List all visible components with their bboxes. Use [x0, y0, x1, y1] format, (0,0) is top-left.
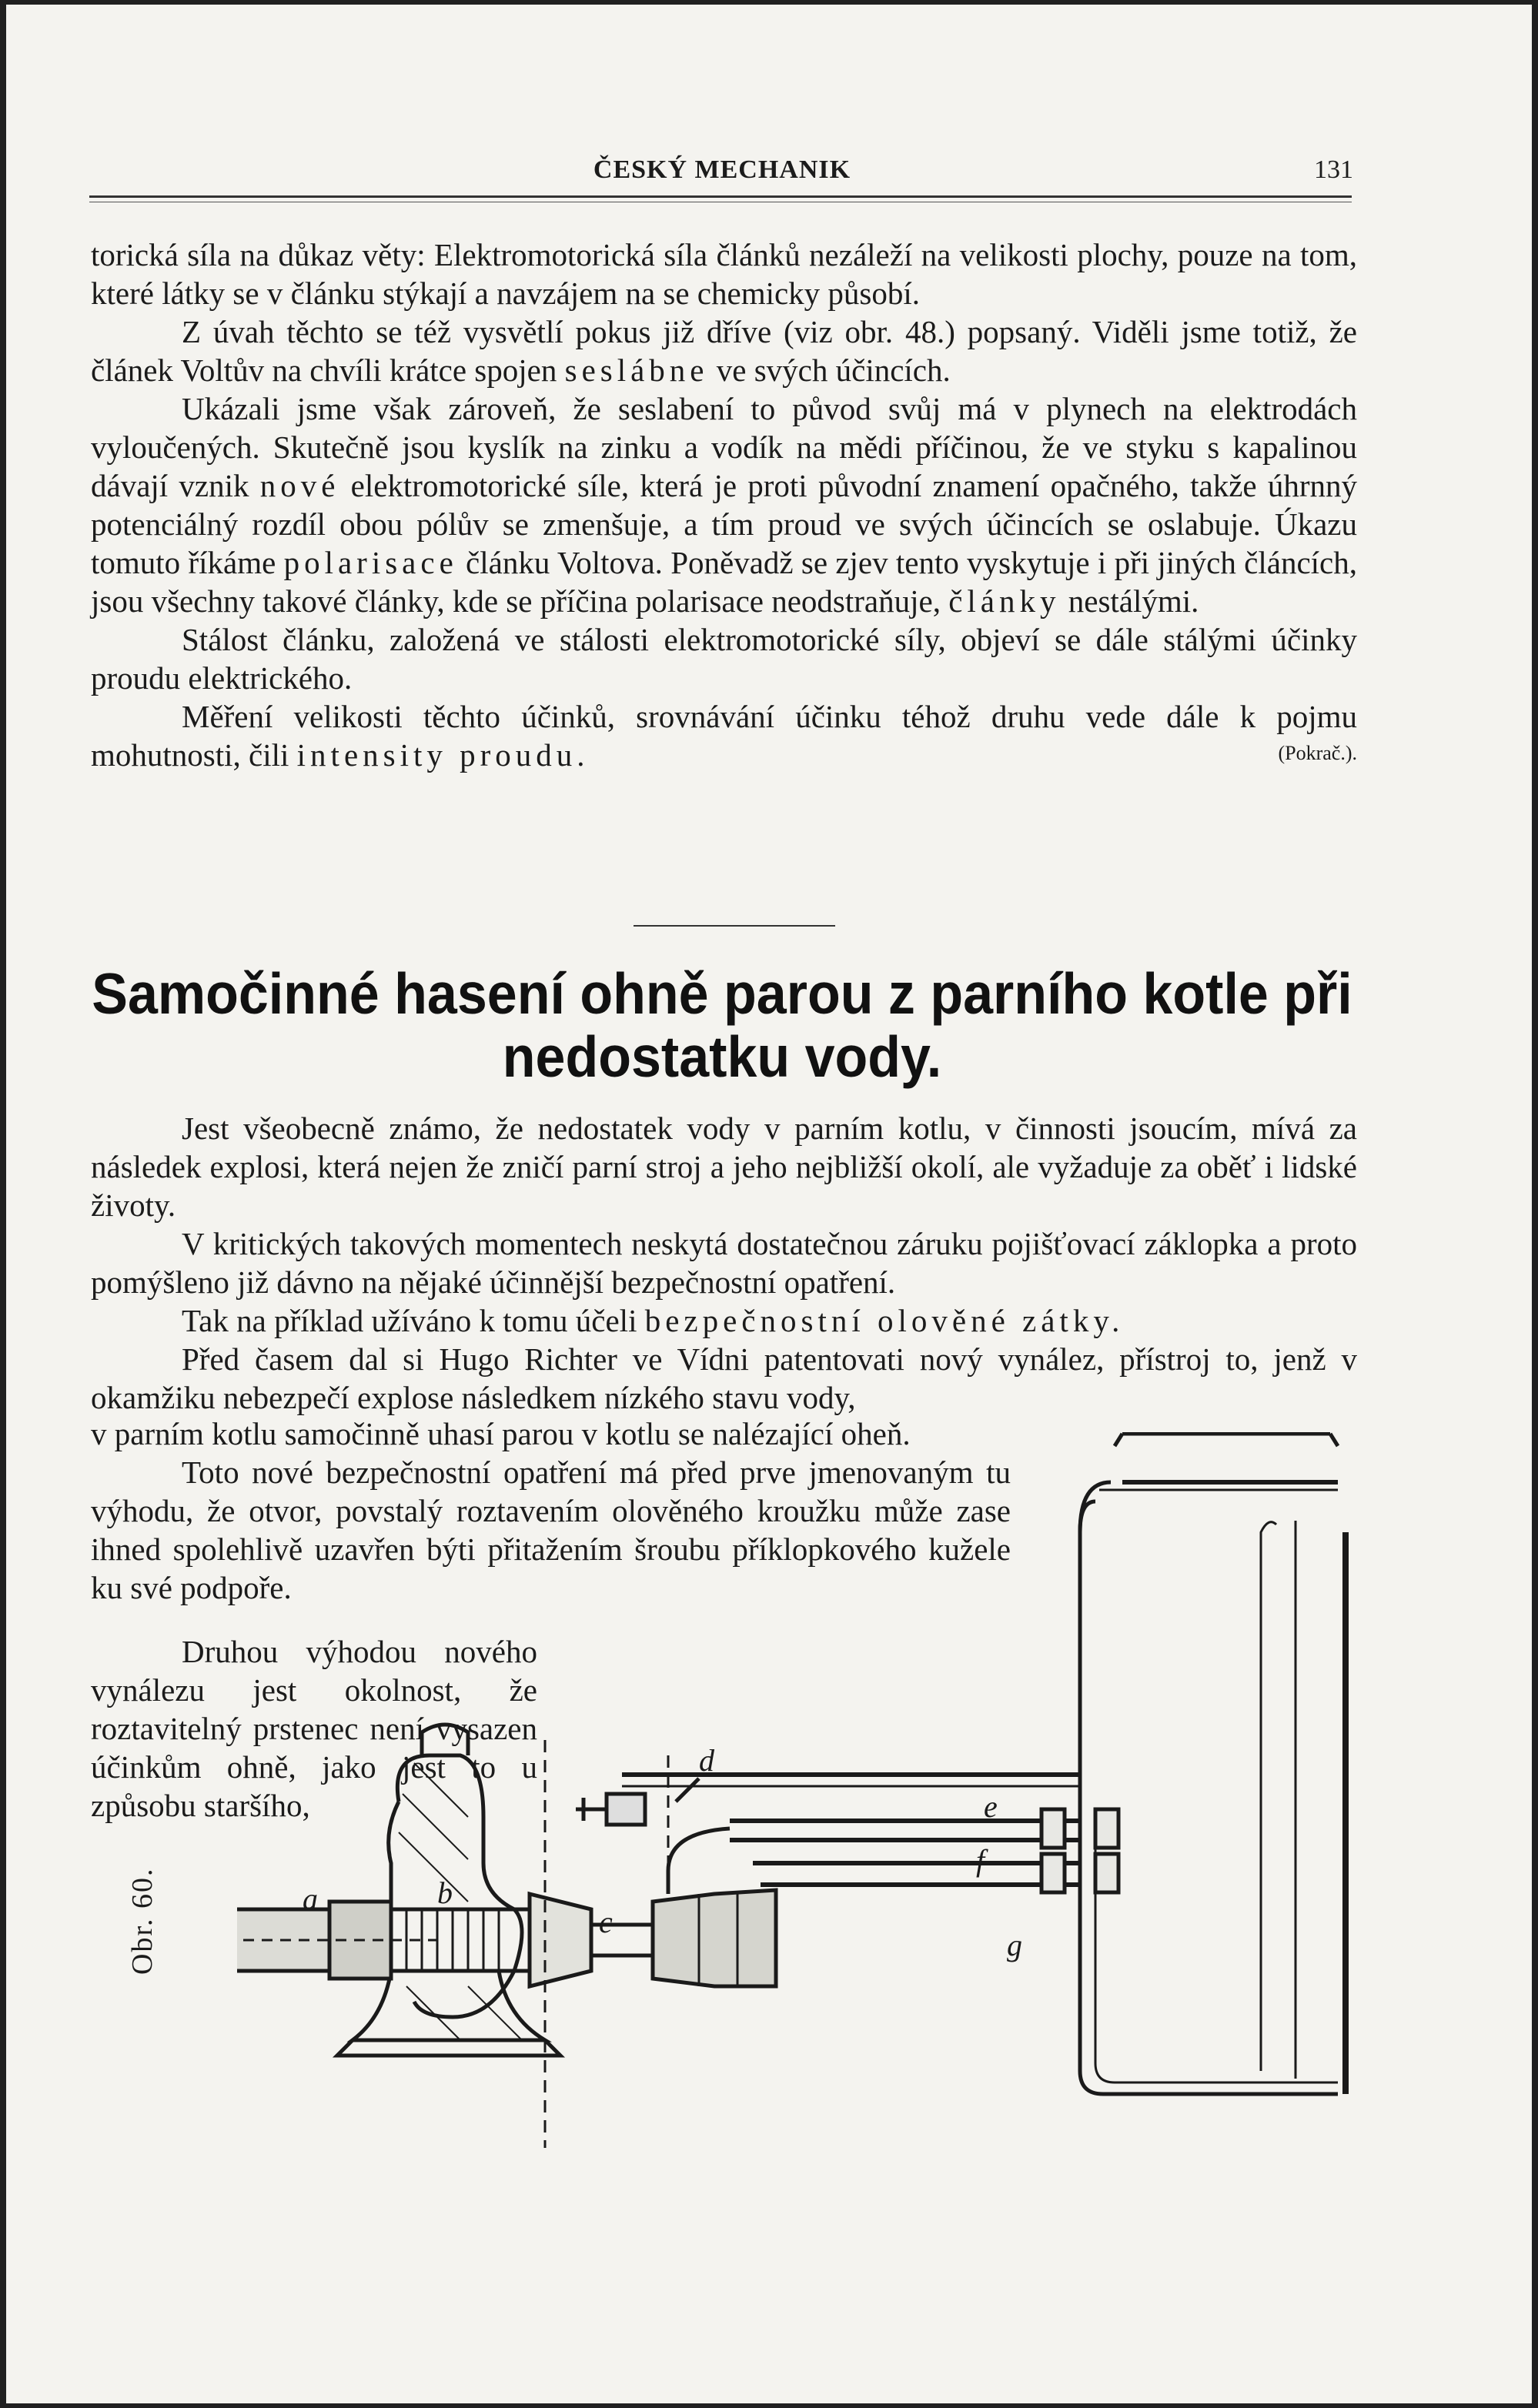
- figure-label-e: e: [984, 1789, 998, 1824]
- figure-label-c: c: [599, 1905, 613, 1939]
- paragraph: torická síla na důkaz věty: Elektromotorická síla článků nezáleží na velikosti plochy, pouze na tom, které látky se v článku stýkají a navzájem na se chemicky působí.: [91, 237, 1357, 311]
- paragraph: Stálost článku, založená ve stálosti elektromotorické síly, objeví se dále stálými účinky proudu elektrického.: [91, 622, 1357, 696]
- figure-illustration: [237, 1432, 1361, 2156]
- article-body: [91, 1109, 1357, 1417]
- paragraph: Měření velikosti těchto účinků, srovnávání účinku téhož druhu vede dále k pojmu mohutnosti, čili intensity proudu. (Pokrač.).: [91, 699, 1357, 773]
- section-divider: [634, 925, 835, 927]
- header-rule: [89, 195, 1352, 198]
- figure-label-f: f: [976, 1843, 985, 1878]
- paragraph: Jest všeobecně známo, že nedostatek vody v parním kotlu, v činnosti jsoucím, mívá za následek explosi, která nejen že zničí parní stroj a jeho nejbližší okolí, ale vyžaduje za oběť i lidské životy.: [91, 1110, 1357, 1223]
- page-number: 131: [1314, 155, 1353, 184]
- paragraph: V kritických takových momentech neskytá dostatečnou záruku pojišťovací záklopka a proto pomýšleno již dávno na nějaké účinnější bezpečnostní opatření.: [91, 1226, 1357, 1300]
- paragraph: Druhou výhodou nového vynálezu jest okolnost, že roztavitelný prstenec není vysazen účinkům ohně, jako jest to u způsobu staršího,: [91, 1634, 537, 1823]
- article-headline: Samočinné hasení ohně parou z parního kotle při nedostatku vody.: [92, 960, 1352, 1090]
- continued-article: [91, 235, 1357, 774]
- running-head: [91, 151, 1353, 189]
- paragraph: v parním kotlu samočinně uhasí parou v kotlu se nalézající oheň.: [91, 1416, 911, 1451]
- paragraph: Z úvah těchto se též vysvětlí pokus již dříve (viz obr. 48.) popsaný. Viděli jsme totiž, že článek Voltův na chvíli krátce spojen seslábne ve svých účincích.: [91, 314, 1357, 388]
- continued-note: (Pokrač.).: [1278, 742, 1357, 764]
- paragraph: Tak na příklad užíváno k tomu účeli bezpečnostní olověné zátky.: [182, 1303, 1125, 1338]
- paragraph: Před časem dal si Hugo Richter ve Vídni patentovati nový vynález, přístroj to, jenž v okamžiku nebezpečí explose následkem nízkého stavu vody,: [91, 1341, 1357, 1415]
- figure-label-d: d: [699, 1743, 714, 1778]
- paragraph: Toto nové bezpečnostní opatření má před prve jmenovaným tu výhodu, že otvor, povstalý roztavením olověného kroužku může zase ihned spolehlivě uzavřen býti přitažením šroubu příklopkového kužele ku své podpoře.: [91, 1454, 1011, 1605]
- running-title: ČESKÝ MECHANIK: [593, 155, 851, 184]
- page: [6, 5, 1532, 2403]
- figure-label-b: b: [437, 1875, 453, 1910]
- figure-label-g: g: [1007, 1928, 1022, 1962]
- paragraph: Ukázali jsme však zároveň, že seslabení to původ svůj má v plynech na elektrodách vyloučených. Skutečně jsou kyslík na zinku a vodík na mědi příčinou, že ve styku s kapalinou dávají vznik nové elektromotorické síle, která je proti původní znamení opačného, takže úhrnný potenciálný rozdíl obou pólův se zmenšuje, a tím proud ve svých účincích se oslabuje. Úkazu tomuto říkáme polarisace článku Voltova. Poněvadž se zjev tento vyskytuje i při jiných článcích, jsou všechny takové články, kde se příčina polarisace neodstraňuje, články nestálými.: [91, 391, 1357, 619]
- figure-label-a: a: [303, 1882, 318, 1916]
- figure-caption: Obr. 60.: [126, 1867, 159, 1975]
